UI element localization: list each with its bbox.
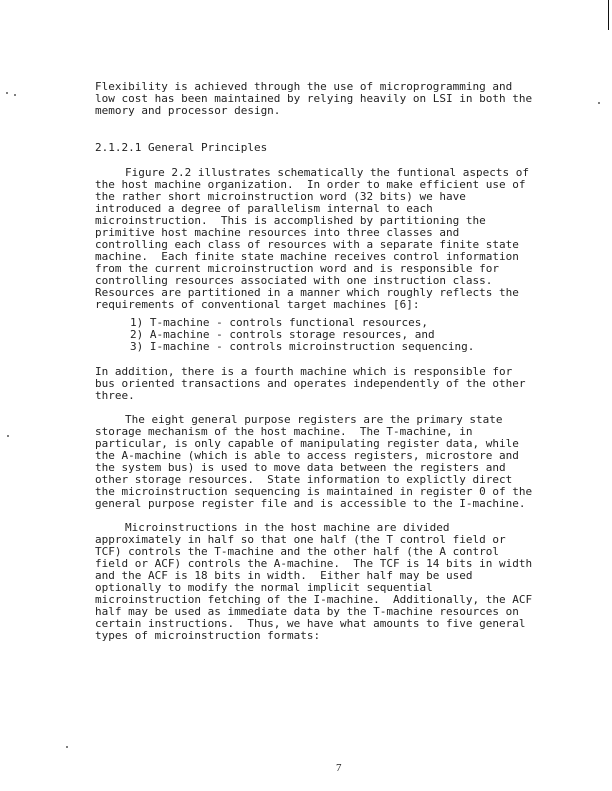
- paragraph-line: the microinstruction sequencing is maintained in register 0 of the: [95, 485, 533, 498]
- intro-line: memory and processor design.: [95, 104, 281, 117]
- paragraph-line: machine. Each finite state machine receives control information: [95, 250, 519, 263]
- paragraph-line: approximately in half so that one half (the T control field or: [95, 533, 506, 546]
- paragraph-line: types of microinstruction formats:: [95, 629, 321, 642]
- scan-speck: [66, 746, 68, 748]
- paragraph-line: controlling each class of resources with a separate finite state: [95, 238, 519, 251]
- paragraph-line: three.: [95, 389, 135, 402]
- intro-line: low cost has been maintained by relying heavily on LSI in both the: [95, 92, 533, 105]
- paragraph-line: half may be used as immediate data by the T-machine resources on: [95, 605, 519, 618]
- paragraph-line: TCF) controls the T-machine and the other half (the A control: [95, 545, 499, 558]
- paragraph-line: particular, is only capable of manipulating register data, while: [95, 437, 519, 450]
- paragraph-line: the system bus) is used to move data between the registers and: [95, 461, 506, 474]
- paragraph-line: certain instructions. Thus, we have what amounts to five general: [95, 617, 526, 630]
- paragraph-line: controlling resources associated with one instruction class.: [95, 274, 493, 287]
- scan-edge-mark: [608, 0, 609, 30]
- paragraph-line: field or ACF) controls the A-machine. The TCF is 14 bits in width: [95, 557, 533, 570]
- paragraph-line: primitive host machine resources into three classes and: [95, 226, 460, 239]
- list-item: 2) A-machine - controls storage resources, and: [130, 328, 435, 341]
- paragraph-line: bus oriented transactions and operates independently of the other: [95, 377, 526, 390]
- scan-speck: [7, 435, 9, 437]
- scan-speck: [598, 102, 600, 104]
- paragraph-line: optionally to modify the normal implicit sequential: [95, 581, 433, 594]
- list-item: 1) T-machine - controls functional resources,: [130, 316, 429, 329]
- paragraph-line: the A-machine (which is able to access registers, microstore and: [95, 449, 519, 462]
- paragraph-line: microinstruction. This is accomplished by partitioning the: [95, 214, 486, 227]
- paragraph-line: introduced a degree of parallelism internal to each: [95, 202, 433, 215]
- paragraph-line: Microinstructions in the host machine are divided: [125, 521, 450, 534]
- paragraph-line: Figure 2.2 illustrates schematically the funtional aspects of: [125, 166, 529, 179]
- paragraph-line: microinstruction fetching of the I-machine. Additionally, the ACF: [95, 593, 533, 606]
- paragraph-line: and the ACF is 18 bits in width. Either half may be used: [95, 569, 473, 582]
- paragraph-line: Resources are partitioned in a manner which roughly reflects the: [95, 286, 519, 299]
- paragraph-line: other storage resources. State information to explictly direct: [95, 473, 513, 486]
- paragraph-line: In addition, there is a fourth machine which is responsible for: [95, 365, 513, 378]
- paragraph-line: the host machine organization. In order to make efficient use of: [95, 178, 526, 191]
- paragraph-line: The eight general purpose registers are the primary state: [125, 413, 503, 426]
- list-item: 3) I-machine - controls microinstruction sequencing.: [130, 340, 475, 353]
- intro-line: Flexibility is achieved through the use of microprogramming and: [95, 80, 513, 93]
- scan-speck: [14, 94, 16, 96]
- section-heading: 2.1.2.1 General Principles: [95, 141, 268, 154]
- paragraph-line: from the current microinstruction word and is responsible for: [95, 262, 499, 275]
- paragraph-line: the rather short microinstruction word (32 bits) we have: [95, 190, 466, 203]
- scan-speck: [6, 92, 8, 94]
- paragraph-line: requirements of conventional target machines [6]:: [95, 298, 420, 311]
- paragraph-line: storage mechanism of the host machine. The T-machine, in: [95, 425, 473, 438]
- paragraph-line: general purpose register file and is accessible to the I-machine.: [95, 497, 526, 510]
- page-number: 7: [336, 762, 342, 774]
